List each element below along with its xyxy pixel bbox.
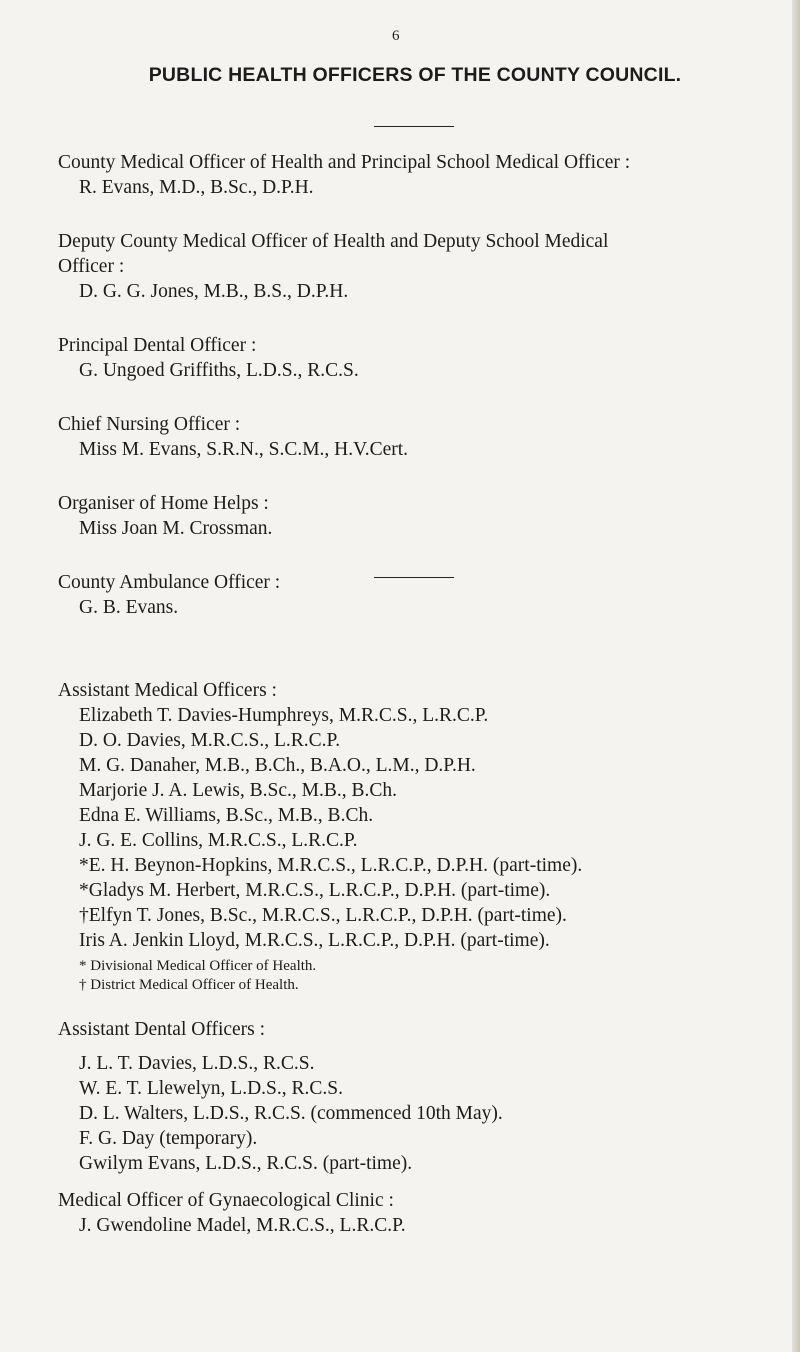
list-item: M. G. Danaher, M.B., B.Ch., B.A.O., L.M., D.P.H. xyxy=(79,755,476,776)
officer-entry-county-medical xyxy=(58,150,798,200)
officer-role: Organiser of Home Helps : xyxy=(58,493,269,514)
list-item: D. O. Davies, M.R.C.S., L.R.C.P. xyxy=(79,730,341,751)
section-heading: Assistant Medical Officers : xyxy=(58,680,277,701)
list-item: Marjorie J. A. Lewis, B.Sc., M.B., B.Ch. xyxy=(79,780,397,801)
officer-name: D. G. G. Jones, M.B., B.S., D.P.H. xyxy=(79,281,349,302)
list-item: Elizabeth T. Davies-Humphreys, M.R.C.S., L.R.C.P. xyxy=(79,705,489,726)
page-title: PUBLIC HEALTH OFFICERS OF THE COUNTY COUNCIL. xyxy=(148,64,682,86)
officer-entry-chief-nursing xyxy=(58,412,798,462)
list-item: J. G. E. Collins, M.R.C.S., L.R.C.P. xyxy=(79,830,358,851)
officer-role: County Medical Officer of Health and Principal School Medical Officer : xyxy=(58,152,631,173)
section-heading: Assistant Dental Officers : xyxy=(58,1019,266,1040)
list-item: Iris A. Jenkin Lloyd, M.R.C.S., L.R.C.P., D.P.H. (part-time). xyxy=(79,930,550,951)
list-item: *Gladys M. Herbert, M.R.C.S., L.R.C.P., D.P.H. (part-time). xyxy=(79,880,551,901)
assistant-medical-officers xyxy=(58,678,798,953)
officer-name: Miss M. Evans, S.R.N., S.C.M., H.V.Cert. xyxy=(79,439,409,460)
officer-role: County Ambulance Officer : xyxy=(58,572,281,593)
list-item: *E. H. Beynon-Hopkins, M.R.C.S., L.R.C.P., D.P.H. (part-time). xyxy=(79,855,583,876)
officer-role-continued: Officer : xyxy=(58,256,125,277)
page-edge xyxy=(792,0,800,1352)
page-number: 6 xyxy=(392,28,400,44)
list-item: J. L. T. Davies, L.D.S., R.C.S. xyxy=(79,1053,315,1074)
list-item: Gwilym Evans, L.D.S., R.C.S. (part-time). xyxy=(79,1153,413,1174)
gynaecological-clinic xyxy=(58,1188,798,1238)
list-item: F. G. Day (temporary). xyxy=(79,1128,258,1149)
officer-name: Miss Joan M. Crossman. xyxy=(79,518,273,539)
footnote-district: † District Medical Officer of Health. xyxy=(79,977,299,993)
officer-role: Chief Nursing Officer : xyxy=(58,414,241,435)
officer-name: G. B. Evans. xyxy=(79,597,179,618)
officer-entry-home-helps xyxy=(58,491,798,541)
assistant-dental-officers xyxy=(58,1017,798,1176)
list-item: †Elfyn T. Jones, B.Sc., M.R.C.S., L.R.C.P., D.P.H. (part-time). xyxy=(79,905,567,926)
list-item: W. E. T. Llewelyn, L.D.S., R.C.S. xyxy=(79,1078,343,1099)
officer-name: G. Ungoed Griffiths, L.D.S., R.C.S. xyxy=(79,360,359,381)
list-item: D. L. Walters, L.D.S., R.C.S. (commenced 10th May). xyxy=(79,1103,503,1124)
officer-role: Principal Dental Officer : xyxy=(58,335,257,356)
officer-name: R. Evans, M.D., B.Sc., D.P.H. xyxy=(79,177,314,198)
footnotes xyxy=(58,957,798,995)
divider-top xyxy=(374,126,454,127)
footnote-divisional: * Divisional Medical Officer of Health. xyxy=(79,958,317,974)
officer-role: Deputy County Medical Officer of Health and Deputy School Medical xyxy=(58,231,609,252)
officer-entry-deputy-medical xyxy=(58,229,798,304)
list-item: Edna E. Williams, B.Sc., M.B., B.Ch. xyxy=(79,805,374,826)
officer-entry-principal-dental xyxy=(58,333,798,383)
document-body xyxy=(58,150,798,1238)
list-item: J. Gwendoline Madel, M.R.C.S., L.R.C.P. xyxy=(79,1215,406,1236)
section-heading: Medical Officer of Gynaecological Clinic : xyxy=(58,1190,394,1211)
officer-entry-ambulance xyxy=(58,570,798,620)
